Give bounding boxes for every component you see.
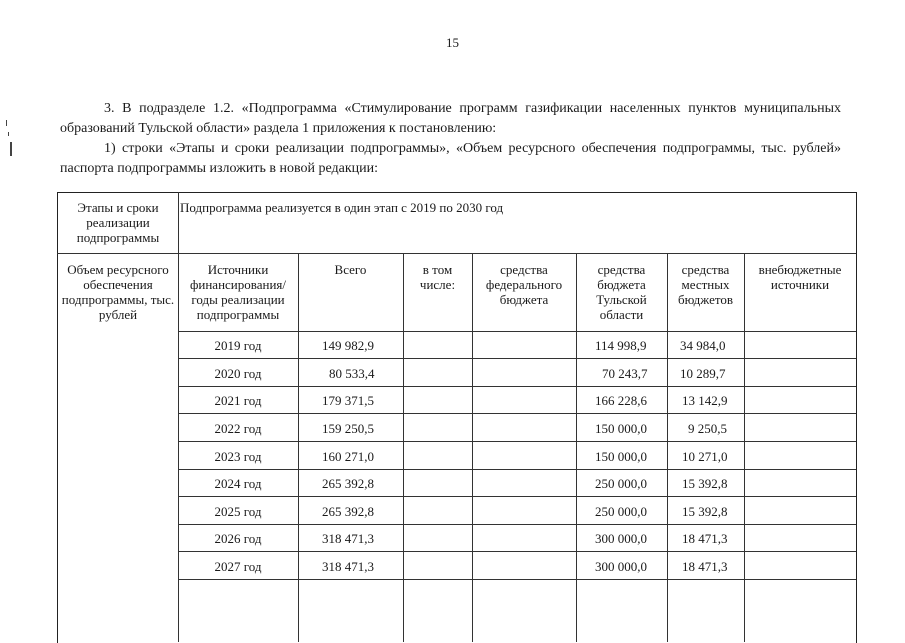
local-cell: 15 392,8 bbox=[682, 476, 728, 491]
row-line bbox=[178, 496, 856, 497]
row-line bbox=[178, 524, 856, 525]
header-total: Всего bbox=[334, 262, 367, 277]
column-line bbox=[576, 253, 577, 642]
paragraph-item-3: 3. В подразделе 1.2. «Подпрограмма «Стимулирование программ газификации населенных пунктов муниципальных образований Тульской области» раздела 1 приложения к постановлению: bbox=[60, 101, 841, 136]
regional-cell: 166 228,6 bbox=[595, 393, 647, 408]
total-cell: 149 982,9 bbox=[322, 338, 374, 353]
column-line bbox=[667, 253, 668, 642]
local-cell: 13 142,9 bbox=[682, 393, 728, 408]
paragraph-subitem-1: 1) строки «Этапы и сроки реализации подпрограммы», «Объем ресурсного обеспечения подпрограммы, тыс. рублей» паспорта подпрограммы изложить в новой редакции: bbox=[60, 141, 841, 176]
header-federal: средства федерального бюджета bbox=[485, 262, 563, 307]
regional-cell: 114 998,9 bbox=[595, 338, 647, 353]
row-label-resources: Объем ресурсного обеспечения подпрограммы, тыс. рублей bbox=[61, 262, 175, 322]
table-divider bbox=[57, 253, 856, 254]
header-local: средства местных бюджетов bbox=[677, 262, 733, 307]
total-cell: 318 471,3 bbox=[322, 531, 374, 546]
row-label-stages: Этапы и сроки реализации подпрограммы bbox=[76, 200, 160, 245]
total-cell: 159 250,5 bbox=[322, 421, 374, 436]
column-line bbox=[472, 253, 473, 642]
header-including: в том числе: bbox=[419, 262, 456, 292]
passport-table bbox=[57, 192, 857, 643]
row-text-stages: Подпрограмма реализуется в один этап с 2019 по 2030 год bbox=[180, 200, 504, 215]
table-header-divider bbox=[178, 331, 856, 332]
local-cell: 10 271,0 bbox=[682, 449, 728, 464]
year-cell: 2021 год bbox=[214, 393, 262, 408]
total-cell: 265 392,8 bbox=[322, 504, 374, 519]
page-number: 15 bbox=[446, 35, 459, 50]
local-cell: 10 289,7 bbox=[680, 366, 726, 381]
header-extrabudgetary: внебюджетные источники bbox=[758, 262, 842, 292]
year-cell: 2022 год bbox=[214, 421, 262, 436]
local-cell: 18 471,3 bbox=[682, 531, 728, 546]
column-line bbox=[298, 253, 299, 642]
local-cell: 15 392,8 bbox=[682, 504, 728, 519]
regional-cell: 250 000,0 bbox=[595, 476, 647, 491]
header-sources: Источники финансирования/ годы реализации подпрограммы bbox=[189, 262, 287, 322]
regional-cell: 150 000,0 bbox=[595, 449, 647, 464]
column-line bbox=[403, 253, 404, 642]
total-cell: 318 471,3 bbox=[322, 559, 374, 574]
regional-cell: 150 000,0 bbox=[595, 421, 647, 436]
regional-cell: 70 243,7 bbox=[602, 366, 648, 381]
year-cell: 2024 год bbox=[214, 476, 262, 491]
year-cell: 2025 год bbox=[214, 504, 262, 519]
year-cell: 2023 год bbox=[214, 449, 262, 464]
total-cell: 80 533,4 bbox=[329, 366, 375, 381]
regional-cell: 300 000,0 bbox=[595, 559, 647, 574]
row-line bbox=[178, 441, 856, 442]
year-cell: 2019 год bbox=[214, 338, 262, 353]
local-cell: 9 250,5 bbox=[688, 421, 727, 436]
column-line bbox=[744, 253, 745, 642]
year-cell: 2020 год bbox=[214, 366, 262, 381]
year-cell: 2026 год bbox=[214, 531, 262, 546]
local-cell: 34 984,0 bbox=[680, 338, 726, 353]
row-line bbox=[178, 386, 856, 387]
column-line bbox=[178, 192, 179, 642]
total-cell: 179 371,5 bbox=[322, 393, 374, 408]
header-regional: средства бюджета Тульской области bbox=[596, 262, 647, 322]
row-line bbox=[178, 413, 856, 414]
regional-cell: 300 000,0 bbox=[595, 531, 647, 546]
margin-scan-marks bbox=[6, 120, 14, 160]
total-cell: 160 271,0 bbox=[322, 449, 374, 464]
row-line bbox=[178, 358, 856, 359]
total-cell: 265 392,8 bbox=[322, 476, 374, 491]
row-line bbox=[178, 469, 856, 470]
row-line bbox=[178, 579, 856, 580]
local-cell: 18 471,3 bbox=[682, 559, 728, 574]
row-line bbox=[178, 551, 856, 552]
regional-cell: 250 000,0 bbox=[595, 504, 647, 519]
year-cell: 2027 год bbox=[214, 559, 262, 574]
